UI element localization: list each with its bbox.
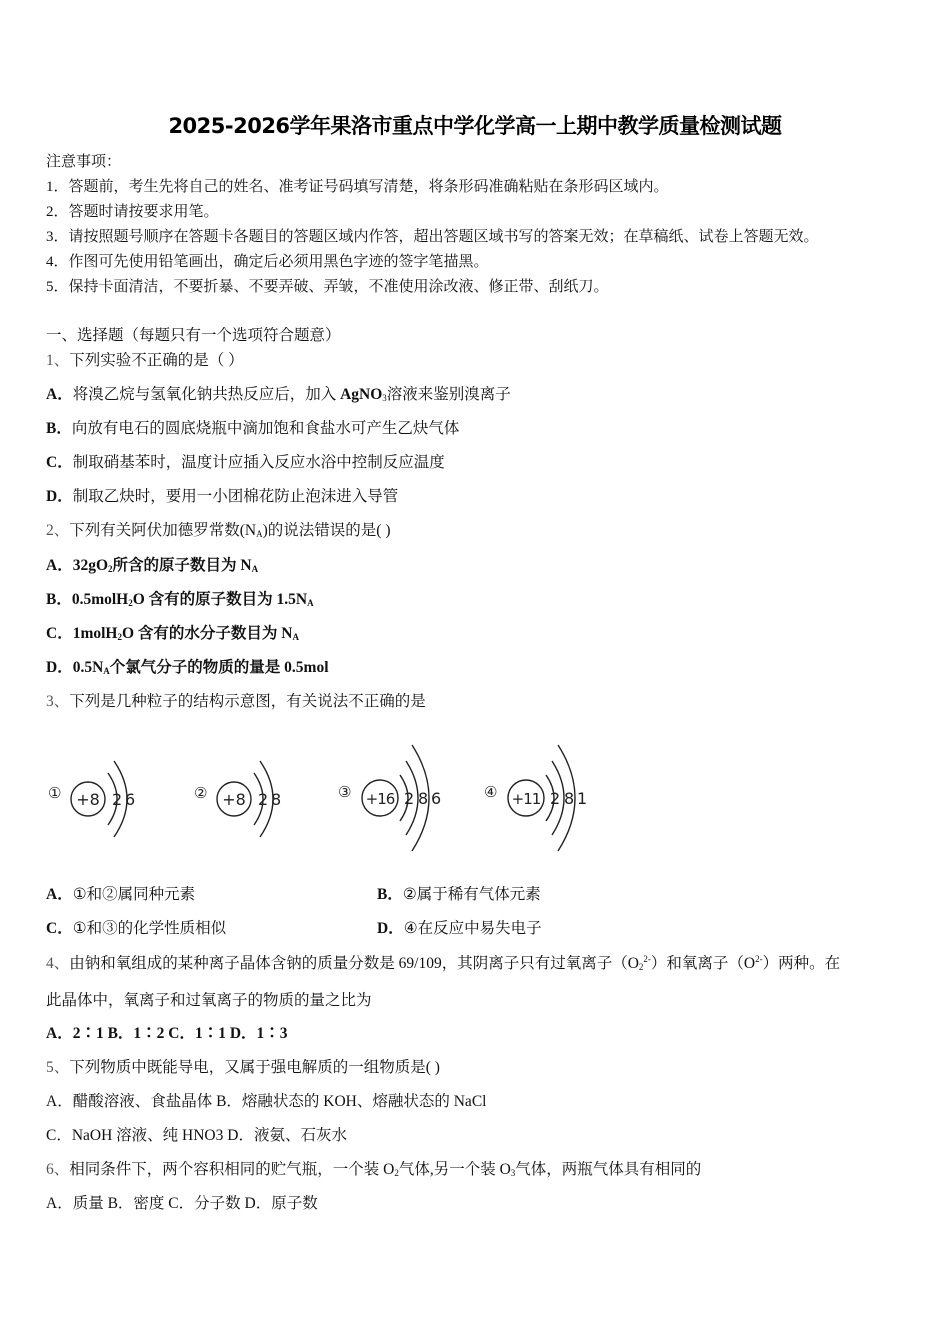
svg-text:+8: +8	[222, 790, 246, 809]
svg-text:②: ②	[194, 784, 208, 802]
option-text: 制取乙炔时，要用一小团棉花防止泡沫进入导管	[72, 488, 399, 505]
svg-text:+8: +8	[76, 790, 100, 809]
option-d	[46, 487, 398, 507]
option-d	[377, 919, 542, 939]
option-c	[46, 624, 299, 644]
question-stem	[46, 1160, 701, 1180]
question-stem	[46, 351, 244, 371]
stem-text: ）两种。在	[762, 955, 841, 972]
option-a	[46, 885, 195, 905]
options-row: A．醋酸溶液、食盐晶体 B．熔融状态的 KOH、熔融状态的 NaCl	[46, 1093, 487, 1110]
question-stem	[46, 521, 391, 541]
option-c	[46, 919, 226, 939]
option-letter: C．	[46, 625, 73, 642]
option-a	[46, 556, 258, 576]
superscript: 2-	[755, 954, 763, 964]
notice-item: 4．作图可先使用铅笔画出，确定后必须用黑色字迹的签字笔描黑。	[46, 254, 489, 270]
stem-text: 气体，两瓶气体具有相同的	[515, 1161, 702, 1178]
atom-diagram-4	[482, 735, 612, 860]
stem-text: ）和氧离子（O	[650, 955, 756, 972]
option-letter: C．	[46, 920, 73, 937]
notice-item: 2．答题时请按要求用笔。	[46, 204, 219, 220]
svg-text:2: 2	[112, 790, 123, 809]
svg-text:8: 8	[564, 789, 575, 808]
formula: 1molH	[72, 625, 118, 642]
atom-structure-icon	[482, 735, 612, 860]
question-stem	[46, 954, 840, 974]
option-text: ①和②属同种元素	[72, 886, 196, 903]
subscript: 2	[394, 1168, 399, 1178]
options-row: A．2∶1 B．1∶2 C．1∶1 D．1∶3	[46, 1025, 288, 1042]
option-c	[46, 453, 445, 473]
atom-structure-icon	[336, 735, 466, 860]
option-text: 溶液来鉴别溴离子	[386, 386, 511, 403]
option-text: ①和③的化学性质相似	[72, 920, 227, 937]
question-stem	[46, 692, 426, 712]
option-letter: A．	[46, 557, 73, 574]
subscript: 2	[638, 962, 644, 972]
stem-text: 由钠和氧组成的某种离子晶体含钠的质量分数是 69/109，其阴离子只有过氧离子（O	[69, 955, 639, 972]
svg-text:6: 6	[125, 790, 136, 809]
option-a	[46, 385, 511, 405]
svg-text:2: 2	[550, 789, 561, 808]
svg-text:①: ①	[48, 784, 62, 802]
option-text: 向放有电石的圆底烧瓶中滴加饱和食盐水可产生乙炔气体	[71, 420, 460, 437]
subscript: 2	[108, 564, 113, 574]
option-letter: D．	[377, 920, 404, 937]
option-text: O 含有的水分子数目为 N	[121, 625, 293, 642]
svg-text:6: 6	[431, 789, 442, 808]
stem-text: 相同条件下，两个容积相同的贮气瓶，一个装 O	[69, 1161, 395, 1178]
atom-structure-icon	[46, 743, 156, 853]
atomic-structure-diagrams	[40, 735, 600, 860]
stem-text: )的说法错误的是( )	[262, 522, 391, 539]
svg-text:+16: +16	[365, 790, 395, 808]
page-title: 2025-2026学年果洛市重点中学化学高一上期中教学质量检测试题	[168, 114, 782, 138]
subscript: A	[292, 632, 299, 642]
stem-text: 下列是几种粒子的结构示意图，有关说法不正确的是	[69, 693, 426, 710]
subscript: 2	[117, 632, 122, 642]
atom-diagram-1	[46, 743, 156, 853]
section-heading: 一、选择题（每题只有一个选项符合题意）	[46, 327, 341, 344]
subscript: 3	[382, 393, 387, 403]
question-stem-continued: 此晶体中，氧离子和过氧离子的物质的量之比为	[46, 992, 372, 1009]
question-number: 4、	[46, 955, 70, 972]
option-b	[377, 885, 541, 905]
subscript: A	[103, 666, 110, 676]
question-number: 2、	[46, 522, 70, 539]
stem-text: 下列实验不正确的是（ ）	[69, 352, 244, 369]
stem-text: 气体,另一个装 O	[398, 1161, 511, 1178]
option-b	[46, 590, 314, 610]
question-number: 6、	[46, 1161, 70, 1178]
superscript: 2-	[643, 954, 651, 964]
svg-text:8: 8	[271, 790, 282, 809]
atom-diagram-3	[336, 735, 466, 860]
formula: 0.5N	[72, 659, 104, 676]
option-text: 将溴乙烷与氢氧化钠共热反应后，加入	[72, 386, 341, 403]
notice-heading: 注意事项：	[46, 154, 122, 170]
options-row: C．NaOH 溶液、纯 HNO3 D．液氨、石灰水	[46, 1127, 347, 1144]
svg-text:2: 2	[404, 789, 415, 808]
subscript: A	[256, 529, 263, 539]
option-text: ②属于稀有气体元素	[402, 886, 541, 903]
question-number: 1、	[46, 352, 70, 369]
formula: 0.5molH	[71, 591, 129, 608]
option-text: 制取硝基苯时，温度计应插入反应水浴中控制反应温度	[72, 454, 445, 471]
svg-text:2: 2	[258, 790, 269, 809]
notice-item: 5．保持卡面清洁，不要折暴、不要弄破、弄皱，不准使用涂改液、修正带、刮纸刀。	[46, 279, 609, 295]
svg-text:1: 1	[577, 789, 588, 808]
option-text: 所含的原子数目为 N	[112, 557, 252, 574]
options-row: A．质量 B．密度 C．分子数 D．原子数	[46, 1195, 318, 1212]
option-letter: B．	[377, 886, 403, 903]
question-number: 5、	[46, 1059, 70, 1076]
option-d	[46, 658, 329, 678]
option-letter: B．	[46, 420, 72, 437]
option-letter: A．	[46, 886, 73, 903]
option-letter: D．	[46, 488, 73, 505]
option-text: ④在反应中易失电子	[403, 920, 542, 937]
option-text: 个氯气分子的物质的量是 0.5mol	[109, 659, 329, 676]
subscript: 2	[128, 598, 133, 608]
question-number: 3、	[46, 693, 70, 710]
subscript: A	[307, 598, 314, 608]
svg-text:④: ④	[484, 783, 498, 801]
stem-text: 下列有关阿伏加德罗常数(N	[69, 522, 257, 539]
formula: AgNO	[340, 386, 383, 403]
stem-text: 下列物质中既能导电，又属于强电解质的一组物质是( )	[69, 1059, 440, 1076]
subscript: A	[251, 564, 259, 574]
subscript: 3	[510, 1168, 516, 1178]
notice-item: 1．答题前，考生先将自己的姓名、准考证号码填写清楚，将条形码准确粘贴在条形码区域内。	[46, 179, 669, 195]
formula: 32gO	[72, 557, 109, 574]
svg-text:8: 8	[418, 789, 429, 808]
option-text: O 含有的原子数目为 1.5N	[132, 591, 308, 608]
notice-item: 3．请按照题号顺序在答题卡各题目的答题区域内作答，超出答题区域书写的答案无效；在草稿纸、试卷上答题无效。	[46, 229, 819, 245]
atom-diagram-2	[192, 743, 302, 853]
option-letter: C．	[46, 454, 73, 471]
svg-text:+11: +11	[511, 790, 541, 808]
option-letter: B．	[46, 591, 72, 608]
option-letter: D．	[46, 659, 73, 676]
option-b	[46, 419, 459, 439]
question-stem	[46, 1058, 440, 1078]
svg-text:③: ③	[338, 783, 352, 801]
option-letter: A．	[46, 386, 73, 403]
atom-structure-icon	[192, 743, 302, 853]
